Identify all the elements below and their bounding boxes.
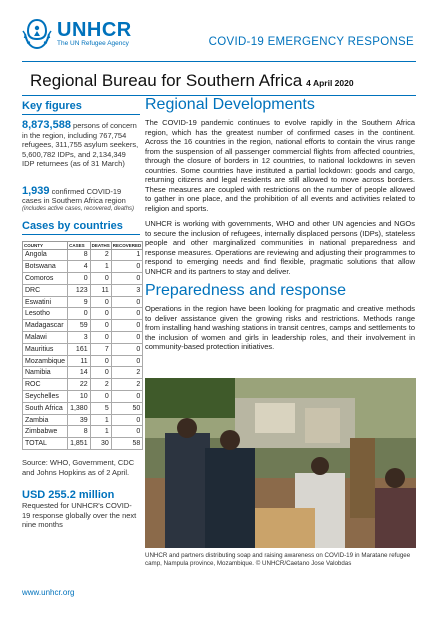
col-recovered: RECOVERED: [112, 242, 142, 248]
value-cell: 50: [111, 402, 143, 414]
value-cell: 9: [68, 296, 91, 308]
value-cell: 0: [90, 355, 111, 367]
country-cell: TOTAL: [23, 438, 68, 450]
table-row: [23, 426, 143, 438]
value-cell: 7: [90, 343, 111, 355]
value-cell: 0: [111, 343, 143, 355]
table-row: [23, 367, 143, 379]
value-cell: 0: [68, 308, 91, 320]
cases-table-header: [23, 241, 143, 249]
value-cell: 161: [68, 343, 91, 355]
value-cell: 0: [111, 296, 143, 308]
table-row: [23, 332, 143, 344]
confirmed-text: confirmed COVID-19 cases in Southern Africa region: [22, 186, 126, 205]
value-cell: 11: [68, 355, 91, 367]
table-row: [23, 296, 143, 308]
regional-paragraph-1: The COVID-19 pandemic continues to evolve rapidly in the Southern Africa region, which has the greatest number of confirmed cases in the continent. Across the 16 countries in the region, national efforts to contain the virus range from the suspension of all passenger commercial flights from affected countries, through the closure of borders in 12 countries, to national lockdowns in seven countries. Some countries have instituted a partial lockdown: goods and cargo, returning citizens and legal residents are still allowed to move across borders. These measures are coupled with restrictions on the number of people allowed to gather in one place, and the prohibition of all events and activities related to religion and sports.: [145, 118, 415, 213]
value-cell: 0: [90, 367, 111, 379]
country-cell: Eswatini: [23, 296, 68, 308]
confirmed-figure: [22, 184, 140, 206]
persons-text: persons of concern in the region, including 767,754 refugees, 311,755 asylum seekers, 5,600,782 IDPs, and 2,134,349 IDP returnees (as of 31 March): [22, 121, 139, 168]
country-cell: Seychelles: [23, 391, 68, 403]
value-cell: 1,851: [68, 438, 91, 450]
table-row: [23, 261, 143, 273]
value-cell: 0: [111, 332, 143, 344]
value-cell: 8: [68, 249, 91, 261]
country-cell: Zimbabwe: [23, 426, 68, 438]
value-cell: 59: [68, 320, 91, 332]
photo-illustration: [145, 378, 416, 548]
confirmed-note: (includes active cases, recovered, deaths): [22, 205, 135, 212]
sidebar: [22, 100, 140, 530]
value-cell: 3: [68, 332, 91, 344]
country-cell: DRC: [23, 284, 68, 296]
persons-value: 8,873,588: [22, 119, 71, 131]
cases-table-body: [23, 249, 143, 450]
cases-table: [22, 241, 143, 451]
value-cell: 0: [111, 273, 143, 285]
table-row: [23, 438, 143, 450]
col-cases: CASES: [68, 241, 91, 249]
logo-tagline: The UN Refugee Agency: [57, 40, 129, 47]
value-cell: 2: [111, 379, 143, 391]
value-cell: 0: [90, 308, 111, 320]
table-row: [23, 355, 143, 367]
distribution-photo: [145, 378, 416, 548]
value-cell: 1: [111, 249, 143, 261]
value-cell: 1,380: [68, 402, 91, 414]
regional-heading: Regional Developments: [145, 96, 315, 113]
col-deaths: DEATHS: [91, 242, 110, 248]
key-figures-heading: Key figures: [22, 100, 140, 115]
cases-heading: Cases by countries: [22, 220, 140, 235]
value-cell: 39: [68, 414, 91, 426]
value-cell: 11: [90, 284, 111, 296]
value-cell: 123: [68, 284, 91, 296]
country-cell: Botswana: [23, 261, 68, 273]
report-type: COVID-19 EMERGENCY RESPONSE: [208, 36, 414, 48]
regional-paragraph-2: UNHCR is working with governments, WHO and other UN agencies and NGOs to secure the inclusion of refugees, internally displaced persons (IDPs), stateless people and other marginalized communities in national preparedness and response measures. Operations are reviewing and adjusting their programmes to respond to emerging needs and find flexible, pragmatic solutions that allow UNHCR and its partners to stay and deliver.: [145, 219, 415, 276]
value-cell: 0: [68, 273, 91, 285]
value-cell: 1: [90, 426, 111, 438]
value-cell: 30: [90, 438, 111, 450]
table-row: [23, 402, 143, 414]
value-cell: 5: [90, 402, 111, 414]
unhcr-emblem-icon: [22, 17, 52, 51]
country-cell: Angola: [23, 249, 68, 261]
value-cell: 2: [90, 379, 111, 391]
photo-caption: UNHCR and partners distributing soap and raising awareness on COVID-19 in Maratane refugee camp, Nampula province, Mozambique. © UNHCR/Caetano Jose Valobdas: [145, 552, 411, 567]
table-row: [23, 273, 143, 285]
value-cell: 0: [90, 273, 111, 285]
col-country: COUNTY: [23, 241, 68, 249]
table-row: [23, 391, 143, 403]
country-cell: Zambia: [23, 414, 68, 426]
value-cell: 3: [111, 284, 143, 296]
value-cell: 4: [68, 261, 91, 273]
funding-value: USD 255.2 million: [22, 489, 115, 502]
title-date: 4 April 2020: [306, 78, 354, 88]
table-row: [23, 249, 143, 261]
value-cell: 0: [111, 426, 143, 438]
value-cell: 0: [111, 414, 143, 426]
header-divider: [22, 61, 416, 62]
country-cell: South Africa: [23, 402, 68, 414]
value-cell: 0: [111, 261, 143, 273]
table-row: [23, 284, 143, 296]
value-cell: 0: [111, 308, 143, 320]
value-cell: 14: [68, 367, 91, 379]
value-cell: 58: [111, 438, 143, 450]
value-cell: 0: [111, 320, 143, 332]
table-row: [23, 320, 143, 332]
value-cell: 22: [68, 379, 91, 391]
value-cell: 8: [68, 426, 91, 438]
table-row: [23, 308, 143, 320]
table-row: [23, 414, 143, 426]
value-cell: 1: [90, 261, 111, 273]
value-cell: 10: [68, 391, 91, 403]
page-title: [30, 71, 354, 91]
confirmed-value: 1,939: [22, 184, 50, 197]
table-row: [23, 379, 143, 391]
main-content: [145, 96, 415, 358]
preparedness-heading: Preparedness and response: [145, 282, 347, 299]
country-cell: Namibia: [23, 367, 68, 379]
unhcr-logo: [22, 17, 132, 51]
page-header: [0, 0, 438, 58]
value-cell: 2: [90, 249, 111, 261]
value-cell: 1: [90, 414, 111, 426]
table-row: [23, 343, 143, 355]
footer-url[interactable]: www.unhcr.org: [22, 588, 75, 597]
value-cell: 0: [111, 355, 143, 367]
country-cell: Mozambique: [23, 355, 68, 367]
value-cell: 2: [111, 367, 143, 379]
country-cell: Lesotho: [23, 308, 68, 320]
country-cell: ROC: [23, 379, 68, 391]
country-cell: Madagascar: [23, 320, 68, 332]
value-cell: 0: [90, 320, 111, 332]
country-cell: Malawi: [23, 332, 68, 344]
value-cell: 0: [111, 391, 143, 403]
value-cell: 0: [90, 332, 111, 344]
value-cell: 0: [90, 296, 111, 308]
persons-figure: [22, 121, 140, 169]
preparedness-paragraph-1: Operations in the region have been looking for pragmatic and creative methods to deliver assistance given the growing risks and restrictions. Methods range from installing hand washing stations in transit centres, camps and settlements to the inclusion of women and girls in leadership roles, and their involvement in community-based protection initiatives.: [145, 304, 415, 351]
country-cell: Mauritius: [23, 343, 68, 355]
title-text: Regional Bureau for Southern Africa: [30, 71, 303, 90]
cases-source: Source: WHO, Government, CDC and Johns Hopkins as of 2 April.: [22, 458, 135, 477]
country-cell: Comoros: [23, 273, 68, 285]
logo-name: UNHCR: [57, 19, 132, 41]
value-cell: 0: [90, 391, 111, 403]
funding-text: Requested for UNHCR's COVID-19 response globally over the next nine months: [22, 501, 137, 530]
